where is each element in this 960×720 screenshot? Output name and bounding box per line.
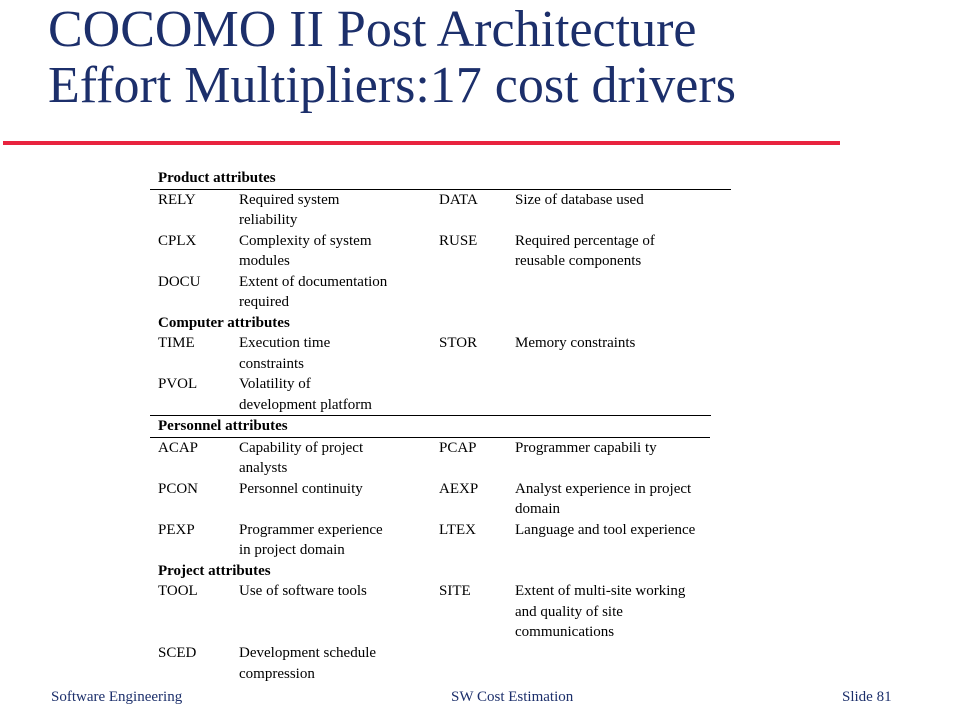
- driver-description: Complexity of system modules: [239, 232, 372, 269]
- driver-description: Programmer experience in project domain: [239, 521, 383, 558]
- section-heading-product: Product attributes: [158, 170, 276, 186]
- slide-title: [48, 2, 908, 114]
- driver-code: STOR: [439, 335, 478, 351]
- title-underline: [3, 141, 840, 145]
- table-row-pcon-aexp: [150, 479, 735, 520]
- footer-topic: SW Cost Estimation: [451, 689, 574, 705]
- slide-title-line-2: Effort Multipliers:17 cost drivers: [48, 57, 736, 114]
- driver-code: ACAP: [158, 439, 199, 456]
- driver-code: PVOL: [158, 376, 198, 392]
- section-heading-computer: Computer attributes: [158, 314, 290, 331]
- driver-description: Size of database used: [515, 191, 644, 208]
- driver-description: Language and tool experience: [515, 521, 696, 538]
- table-row-docu: [150, 272, 735, 313]
- driver-code: PCAP: [439, 439, 477, 456]
- driver-code: RUSE: [439, 232, 478, 249]
- table-row-pvol: [150, 374, 735, 415]
- driver-description: Development schedule compression: [239, 645, 377, 682]
- footer-slide-number: Slide 81: [842, 689, 892, 705]
- driver-code: SITE: [439, 583, 471, 599]
- driver-code: DOCU: [158, 273, 201, 290]
- table-row-cplx-ruse: [150, 231, 735, 272]
- footer-course-name: Software Engineering: [51, 689, 183, 705]
- driver-code: PCON: [158, 480, 199, 497]
- driver-code: CPLX: [158, 232, 197, 249]
- table-row-acap-pcap: [150, 438, 735, 479]
- driver-description: Required system reliability: [239, 191, 340, 228]
- driver-code: AEXP: [439, 480, 479, 497]
- table-row-sced: [150, 643, 735, 684]
- driver-code: TIME: [158, 335, 195, 351]
- section-heading-project: Project attributes: [158, 562, 271, 579]
- driver-description: Extent of multi-site working and quality of site communications: [515, 583, 686, 640]
- slide-title-line-1: COCOMO II Post Architecture: [48, 1, 697, 58]
- driver-description: Required percentage of reusable components: [515, 232, 655, 269]
- driver-code: DATA: [439, 191, 478, 208]
- driver-code: TOOL: [158, 583, 198, 599]
- driver-code: SCED: [158, 645, 197, 661]
- driver-code: RELY: [158, 191, 196, 208]
- driver-code: LTEX: [439, 521, 476, 538]
- driver-description: Programmer capabili ty: [515, 439, 657, 456]
- driver-description: Use of software tools: [239, 583, 367, 599]
- driver-description: Analyst experience in project domain: [515, 480, 692, 517]
- driver-description: Execution time constraints: [239, 335, 331, 372]
- table-row-time-stor: [150, 333, 735, 374]
- table-row-pexp-ltex: [150, 520, 735, 561]
- driver-description: Extent of documentation required: [239, 273, 388, 310]
- driver-code: PEXP: [158, 521, 195, 538]
- cost-driver-table: [150, 168, 735, 684]
- table-row-tool-site: [150, 581, 735, 643]
- section-heading-personnel: Personnel attributes: [158, 418, 288, 434]
- driver-description: Capability of project analysts: [239, 439, 364, 476]
- driver-description: Memory constraints: [515, 335, 636, 351]
- driver-description: Personnel continuity: [239, 480, 363, 497]
- table-row-rely-data: [150, 190, 735, 231]
- driver-description: Volatility of development platform: [239, 376, 372, 413]
